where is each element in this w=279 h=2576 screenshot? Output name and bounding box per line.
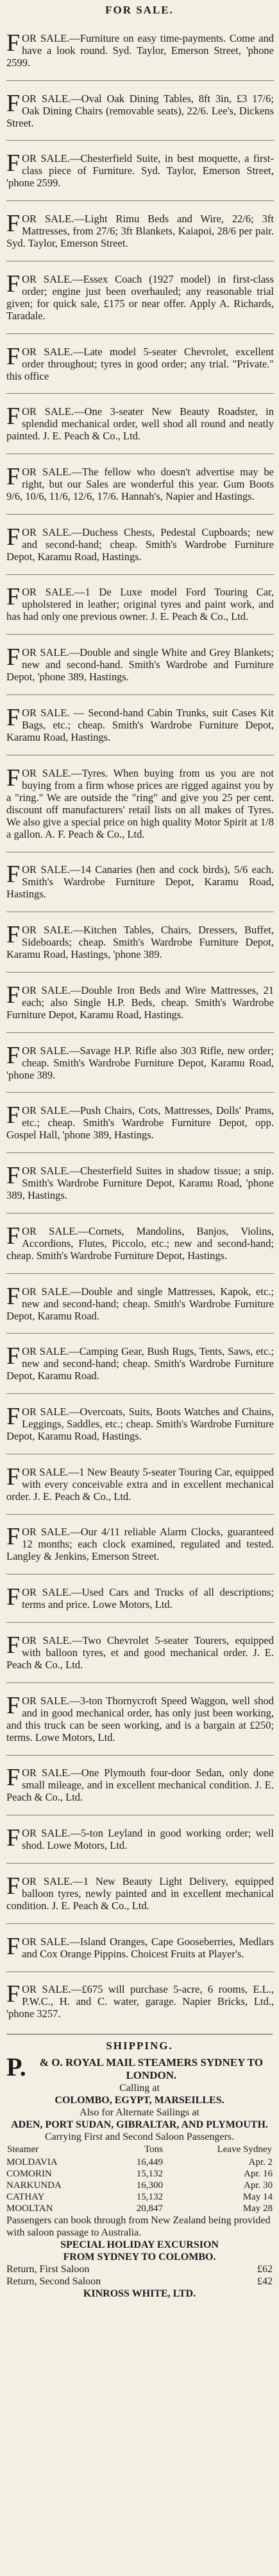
classified-ad — [6, 1153, 274, 1213]
classified-ad — [6, 201, 274, 261]
booking-note: Passengers can book through from New Zealand being provided with saloon passage to Australia. — [6, 2215, 271, 2238]
fare-row — [6, 2263, 273, 2275]
ad-text: FOR SALE.—Chesterfield Suites in shadow tissue; a snip. Smith's Wardrobe Furniture Depot, Karamu Road, 'phone 389, Hastings. — [6, 1162, 274, 1202]
ad-text: FOR SALE.—Double Iron Beds and Wire Mattresses, 21 each; also Single H.P. Beds, cheap. Smith's Wardrobe Furniture Depot, Karamu Road, Hastings. — [6, 981, 274, 1021]
ad-text: FOR SALE.—Push Chairs, Cots, Mattresses, Dolls' Prams, etc.; cheap. Smith's Wardrobe Furniture Depot, opp. Gospel Hall, 'phone 389, Hastings. — [6, 1102, 274, 1142]
steamer-tons: 20,847 — [136, 2203, 163, 2214]
ad-text: FOR SALE.—14 Canaries (hen and cock birds), 5/6 each. Smith's Wardrobe Furniture Depot, Karamu Road, Hastings. — [6, 861, 274, 901]
excursion-line-1: SPECIAL HOLIDAY EXCURSION — [60, 2239, 219, 2250]
fare-label: Return, Second Saloon — [6, 2276, 101, 2287]
classified-ad — [6, 1394, 274, 1454]
classified-ad — [6, 394, 274, 454]
classified-ad — [6, 81, 274, 141]
ad-text: FOR SALE.—Kitchen Tables, Chairs, Dressers, Buffet, Sideboards; cheap. Smith's Wardrobe Furniture Depot, Karamu Road, Hastings, 'phone 389. — [6, 921, 274, 961]
ports-line-3: ADEN, PORT SUDAN, GIBRALTAR, AND PLYMOUTH. — [11, 2119, 268, 2130]
steamer-tons: 15,132 — [136, 2192, 163, 2202]
ad-text: FOR SALE.—5-ton Leyland in good working order; well shod. Lowe Motors, Ltd. — [6, 1824, 274, 1852]
classified-ad — [6, 852, 274, 913]
ad-text: FOR SALE.—Island Oranges, Cape Gooseberries, Medlars and Cox Orange Pippins. Choicest Fruits at Player's. — [6, 1932, 274, 1960]
classified-ads — [0, 21, 279, 2031]
steamer-date: May 14 — [242, 2192, 273, 2202]
calling-at: Calling at — [119, 2083, 160, 2094]
steamer-date: Apr. 2 — [248, 2157, 273, 2167]
shipping-notice — [0, 2052, 279, 2300]
ad-text: FOR SALE.—Duchess Chests, Pedestal Cupboards; new and second-hand; cheap. Smith's Wardrobe Furniture Depot, Karamu Road, Hastings. — [6, 523, 274, 563]
classified-ad — [6, 912, 274, 973]
classified-ad — [6, 1864, 274, 1924]
ad-text: FOR SALE.—3-ton Thornycroft Speed Waggon, well shod and in good mechanical order, has only just been working, and this truck can be seen working, and is a bargain at £250; terms. Lowe Motors, Ltd. — [6, 1691, 274, 1743]
carrying-line: Carrying First and Second Saloon Passengers. — [44, 2131, 235, 2142]
classified-ad — [6, 21, 274, 81]
classified-ad — [6, 635, 274, 695]
excursion-line-2: FROM SYDNEY TO COLOMBO. — [63, 2252, 216, 2263]
for-sale-title: FOR SALE. — [105, 4, 174, 16]
classified-ad — [6, 1033, 274, 1093]
fares-list — [6, 2263, 273, 2288]
classified-ad — [6, 1274, 274, 1334]
classified-ad — [6, 1623, 274, 1683]
agent-name: KINROSS WHITE, LTD. — [83, 2288, 196, 2299]
classified-ad — [6, 1575, 274, 1623]
ad-text: FOR SALE. — Second-hand Cabin Trunks, suit Cases Kit Bags, etc.; cheap. Smith's Wardrobe Furniture Depot, Karamu Road, Hastings. — [6, 703, 274, 743]
ad-text: FOR SALE.—Used Cars and Trucks of all descriptions; terms and price. Lowe Motors, Ltd. — [6, 1584, 274, 1611]
ad-text: FOR SALE.—Oval Oak Dining Tables, 8ft 3in, £3 17/6; Oak Dining Chairs (removable seats), 22/6. Lee's, Dickens Street. — [6, 89, 274, 129]
steamer-tons: 16,449 — [136, 2157, 163, 2167]
ad-text: FOR SALE.—Overcoats, Suits, Boots Watches and Chains, Leggings, Saddles, etc.; cheap. Smith's Wardrobe Furniture Depot, Karamu Road, Hastings. — [6, 1403, 274, 1443]
ad-text: FOR SALE.—Two Chevrolet 5-seater Tourers, equipped with balloon tyres, et and good mechanical order. J. E. Peach & Co., Ltd. — [6, 1631, 274, 1671]
column-tons: Tons — [144, 2144, 163, 2155]
ad-text: FOR SALE.—Tyres. When buying from us you are not buying from a firm whose prices are rigged against you by a "ring." We are outside the "ring" and give you 25 per cent. discount off manufacturers' retail lists on all makes of Tyres. We also give a special price on high quality Motor Spirit at 1/8 a gallon. A. F. Peach & Co., Ltd. — [6, 764, 274, 840]
fare-value: £42 — [257, 2276, 273, 2287]
ad-text: FOR SALE.—Double and single White and Grey Blankets; new and second-hand. Smith's Wardrobe and Furniture Depot, 'phone 389, Hastings. — [6, 644, 274, 684]
table-row — [6, 2180, 273, 2191]
classified-ad — [6, 334, 274, 394]
classified-ad — [6, 755, 274, 852]
fare-row — [6, 2275, 273, 2288]
ad-text: FOR SALE.—Essex Coach (1927 model) in first-class order; engine just been overhauled; any reasonable trial given; for quick sale, £175 or near offer. Apply A. Richards, Taradale. — [6, 270, 274, 322]
table-row — [6, 2203, 273, 2214]
steamer-name: MOOLTAN — [6, 2203, 53, 2214]
ad-text: FOR SALE.—1 New Beauty 5-seater Touring Car, equipped with every conceivable extra and in excellent mechanical order. J. E. Peach & Co., Ltd. — [6, 1463, 274, 1503]
ad-text: FOR SALE.—The fellow who doesn't advertise may be right, but our Sales are wonderful this year. Gum Boots 9/6, 10/6, 11/6, 12/6, 17/6. Hannah's, Napier and Hastings. — [6, 463, 274, 502]
column-leave-sydney: Leave Sydney — [217, 2144, 272, 2155]
shipping-title: SHIPPING. — [106, 2040, 173, 2052]
classified-ad — [6, 1972, 274, 2032]
fare-value: £62 — [257, 2264, 273, 2275]
classified-ad — [6, 575, 274, 635]
classified-ad — [6, 973, 274, 1033]
ad-text: FOR SALE.—One Plymouth four-door Sedan, only done small mileage, and in excellent mechanical condition. J. E. Peach & Co., Ltd. — [6, 1764, 274, 1804]
classified-ad — [6, 695, 274, 755]
ports-line-1: COLOMBO, EGYPT, MARSEILLES. — [55, 2095, 224, 2106]
steamer-name: NARKUNDA — [6, 2180, 62, 2191]
classified-ad — [6, 515, 274, 575]
classified-ad — [6, 454, 274, 515]
ad-text: FOR SALE.—1 De Luxe model Ford Touring Car, upholstered in leather; original tyres and paint work, and has had only one previous owner. J. E. Peach & Co., Ltd. — [6, 583, 274, 623]
ad-text: FOR SALE.—Savage H.P. Rifle also 303 Rifle, new order; cheap. Smith's Wardrobe Furniture Depot, Karamu Road, 'phone 389. — [6, 1041, 274, 1081]
table-row — [6, 2157, 273, 2168]
ad-text: FOR SALE.—£675 will purchase 5-acre, 6 rooms, E.L., P.W.C., H. and C. water, garage. Napier Bricks, Ltd., 'phone 3257. — [6, 1981, 274, 2020]
steamer-name: CATHAY — [6, 2192, 45, 2202]
steamer-date: Apr. 16 — [244, 2169, 273, 2179]
steamer-name: MOLDAVIA — [6, 2157, 58, 2167]
ports-line-2: Also for Alternate Sailings at — [80, 2107, 199, 2118]
classified-ad — [6, 1213, 274, 1274]
steamer-date: May 28 — [242, 2203, 273, 2214]
classified-ad — [6, 1515, 274, 1575]
shipping-heading: P.& O. ROYAL MAIL STEAMERS SYDNEY TO LONDON. — [6, 2052, 263, 2081]
classified-ad — [6, 1454, 274, 1515]
classified-ad — [6, 1756, 274, 1816]
ad-text: FOR SALE.—Light Rimu Beds and Wire, 22/6; 3ft Mattresses, from 27/6; 3ft Blankets, Kaiapoi, 28/6 per pair. Syd. Taylor, Emerson Street. — [6, 210, 274, 250]
steamer-tons: 15,132 — [136, 2169, 163, 2179]
ad-text: FOR SALE.—Late model 5-seater Chevrolet, excellent order throughout; tyres in good order; any trial. "Private." this office — [6, 342, 274, 382]
ad-text: FOR SALE.—Furniture on easy time-payments. Come and have a look round. Syd. Taylor, Emerson Street, 'phone 2599. — [6, 29, 274, 69]
classified-ad — [6, 1924, 274, 1972]
ad-text: FOR SALE.—1 New Beauty Light Delivery, equipped balloon tyres, newly painted and in excellent mechanical condition. J. E. Peach & Co., Ltd. — [6, 1872, 274, 1912]
ad-text: FOR SALE.—Our 4/11 reliable Alarm Clocks, guaranteed 12 months; each clock examined, regulated and tested. Langley & Jenkins, Emerson Street. — [6, 1523, 274, 1563]
ad-text: FOR SALE.—Camping Gear, Bush Rugs, Tents, Saws, etc.; new and second-hand; cheap. Smith's Wardrobe Furniture Depot, Karamu Road. — [6, 1343, 274, 1382]
classified-ad — [6, 1093, 274, 1153]
table-row — [6, 2168, 273, 2180]
steamer-name: COMORIN — [6, 2169, 52, 2179]
ad-text: FOR SALE.—One 3-seater New Beauty Roadster, in splendid mechanical order, well shod all round and neatly painted. J. E. Peach & Co., Ltd. — [6, 403, 274, 443]
ad-text: FOR SALE.—Chesterfield Suite, in best moquette, a first-class piece of Furniture. Syd. Taylor, Emerson Street, 'phone 2599. — [6, 150, 274, 190]
steamer-tons: 16,300 — [136, 2180, 163, 2191]
table-row — [6, 2191, 273, 2203]
fare-label: Return, First Saloon — [6, 2264, 90, 2275]
classified-ad — [6, 261, 274, 334]
classified-ad — [6, 1683, 274, 1756]
classified-ad — [6, 1815, 274, 1864]
ad-text: FOR SALE.—Double and single Mattresses, Kapok, etc.; new and second-hand; cheap. Smith's Wardrobe Furniture Depot, Karamu Road. — [6, 1282, 274, 1322]
column-steamer: Steamer — [7, 2144, 39, 2155]
steamer-date: Apr. 30 — [244, 2180, 273, 2191]
ad-text: FOR SALE.—Cornets, Mandolins, Banjos, Violins, Accordions, Flutes, Piccolo, etc.; new and second-hand; cheap. Smith's Wardrobe Furniture Depot, Hastings. — [6, 1222, 274, 1262]
classified-ad — [6, 1334, 274, 1394]
classified-ad — [6, 141, 274, 201]
steamer-schedule — [6, 2143, 273, 2214]
